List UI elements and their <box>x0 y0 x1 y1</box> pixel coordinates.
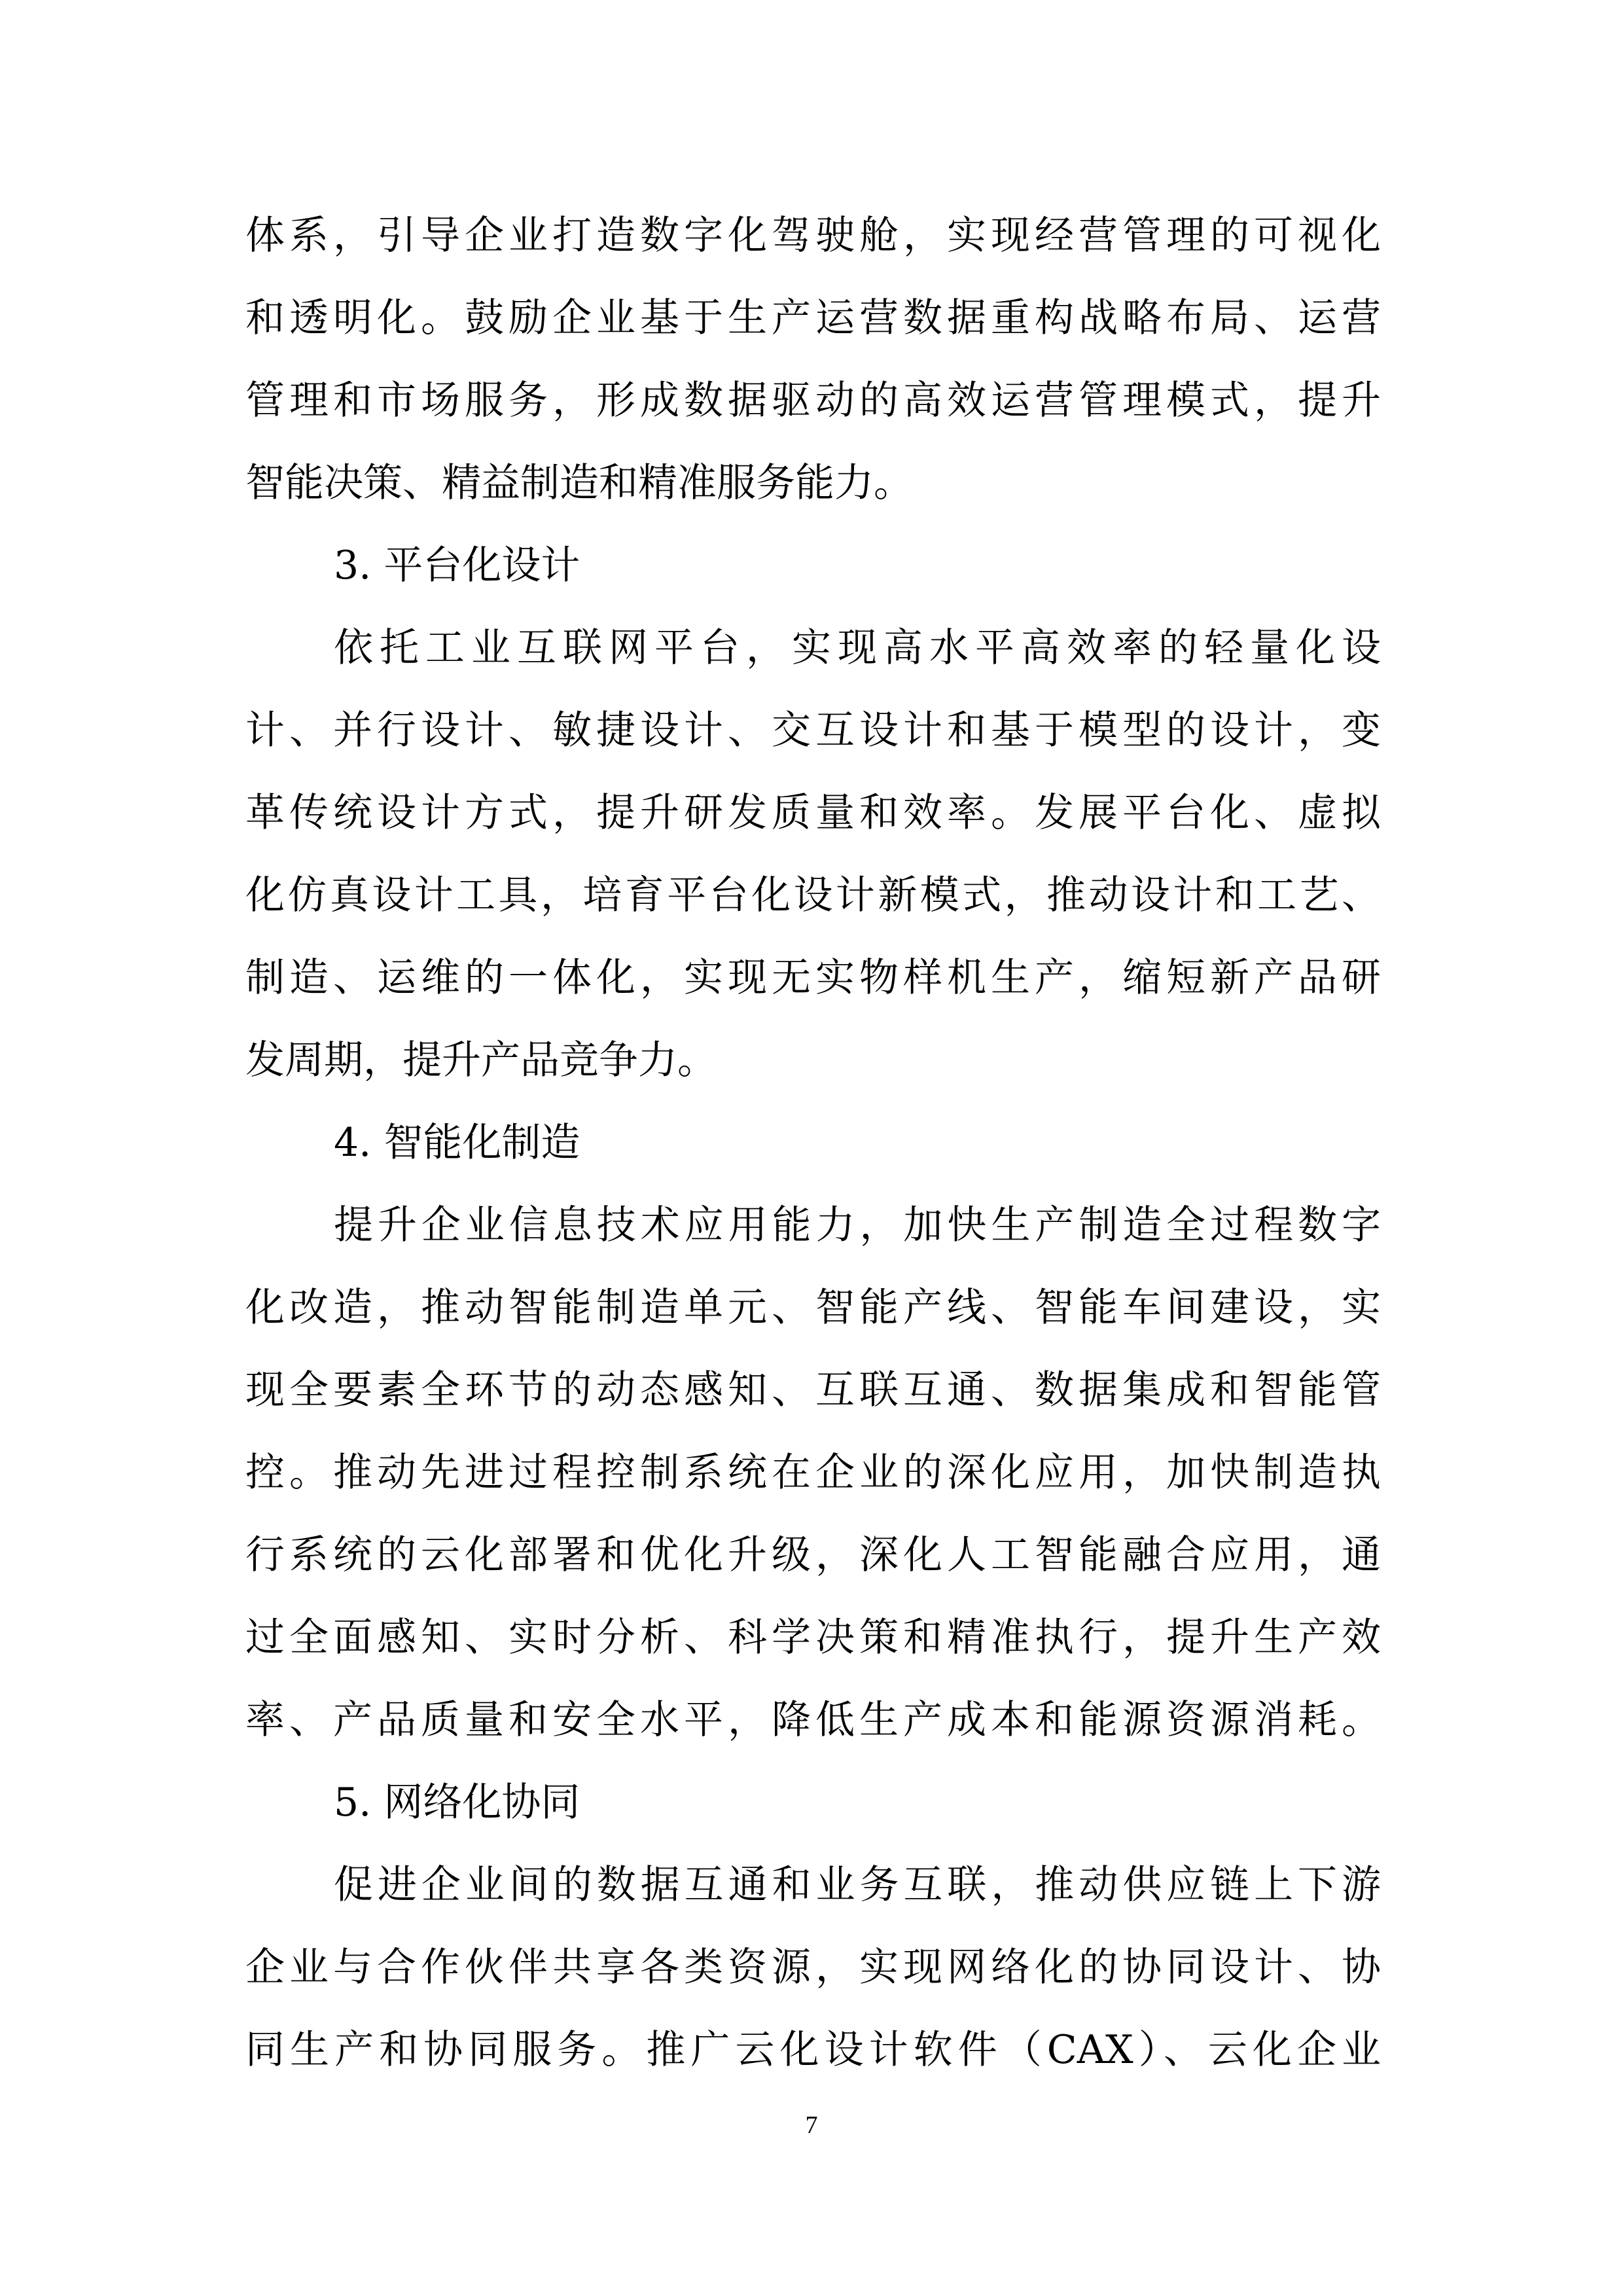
body-line-11: 发周期，提升产品竞争力。 <box>245 1037 717 1083</box>
page-number: 7 <box>805 2111 818 2139</box>
section-heading-4: 4. 智能化制造 <box>334 1120 580 1166</box>
body-line-17: 行系统的云化部署和优化升级，深化人工智能融合应用，通 <box>245 1532 1381 1578</box>
body-line-14: 化改造，推动智能制造单元、智能产线、智能车间建设，实 <box>245 1285 1381 1331</box>
body-line-1: 体系，引导企业打造数字化驾驶舱，实现经营管理的可视化 <box>245 213 1381 259</box>
section-heading-3: 3. 平台化设计 <box>334 543 580 588</box>
body-line-10: 制造、运维的一体化，实现无实物样机生产，缩短新产品研 <box>245 955 1381 1001</box>
body-line-6: 依托工业互联网平台，实现高水平高效率的轻量化设 <box>334 625 1381 671</box>
body-line-21: 促进企业间的数据互通和业务互联，推动供应链上下游 <box>334 1862 1381 1908</box>
body-line-2: 和透明化。鼓励企业基于生产运营数据重构战略布局、运营 <box>245 295 1381 341</box>
body-line-15: 现全要素全环节的动态感知、互联互通、数据集成和智能管 <box>245 1367 1381 1413</box>
body-line-3: 管理和市场服务，形成数据驱动的高效运营管理模式，提升 <box>245 378 1381 423</box>
body-line-9: 化仿真设计工具，培育平台化设计新模式，推动设计和工艺、 <box>245 872 1381 918</box>
body-line-19: 率、产品质量和安全水平，降低生产成本和能源资源消耗。 <box>245 1697 1381 1743</box>
body-line-22: 企业与合作伙伴共享各类资源，实现网络化的协同设计、协 <box>245 1945 1381 1990</box>
body-line-16: 控。推动先进过程控制系统在企业的深化应用，加快制造执 <box>245 1450 1381 1496</box>
body-line-23: 同生产和协同服务。推广云化设计软件（CAX）、云化企业 <box>245 2027 1381 2073</box>
body-line-4: 智能决策、精益制造和精准服务能力。 <box>245 460 913 506</box>
body-line-18: 过全面感知、实时分析、科学决策和精准执行，提升生产效 <box>245 1615 1381 1660</box>
body-line-13: 提升企业信息技术应用能力，加快生产制造全过程数字 <box>334 1202 1381 1248</box>
body-line-7: 计、并行设计、敏捷设计、交互设计和基于模型的设计，变 <box>245 708 1381 753</box>
section-heading-5: 5. 网络化协同 <box>334 1780 580 1825</box>
body-line-8: 革传统设计方式，提升研发质量和效率。发展平台化、虚拟 <box>245 790 1381 836</box>
